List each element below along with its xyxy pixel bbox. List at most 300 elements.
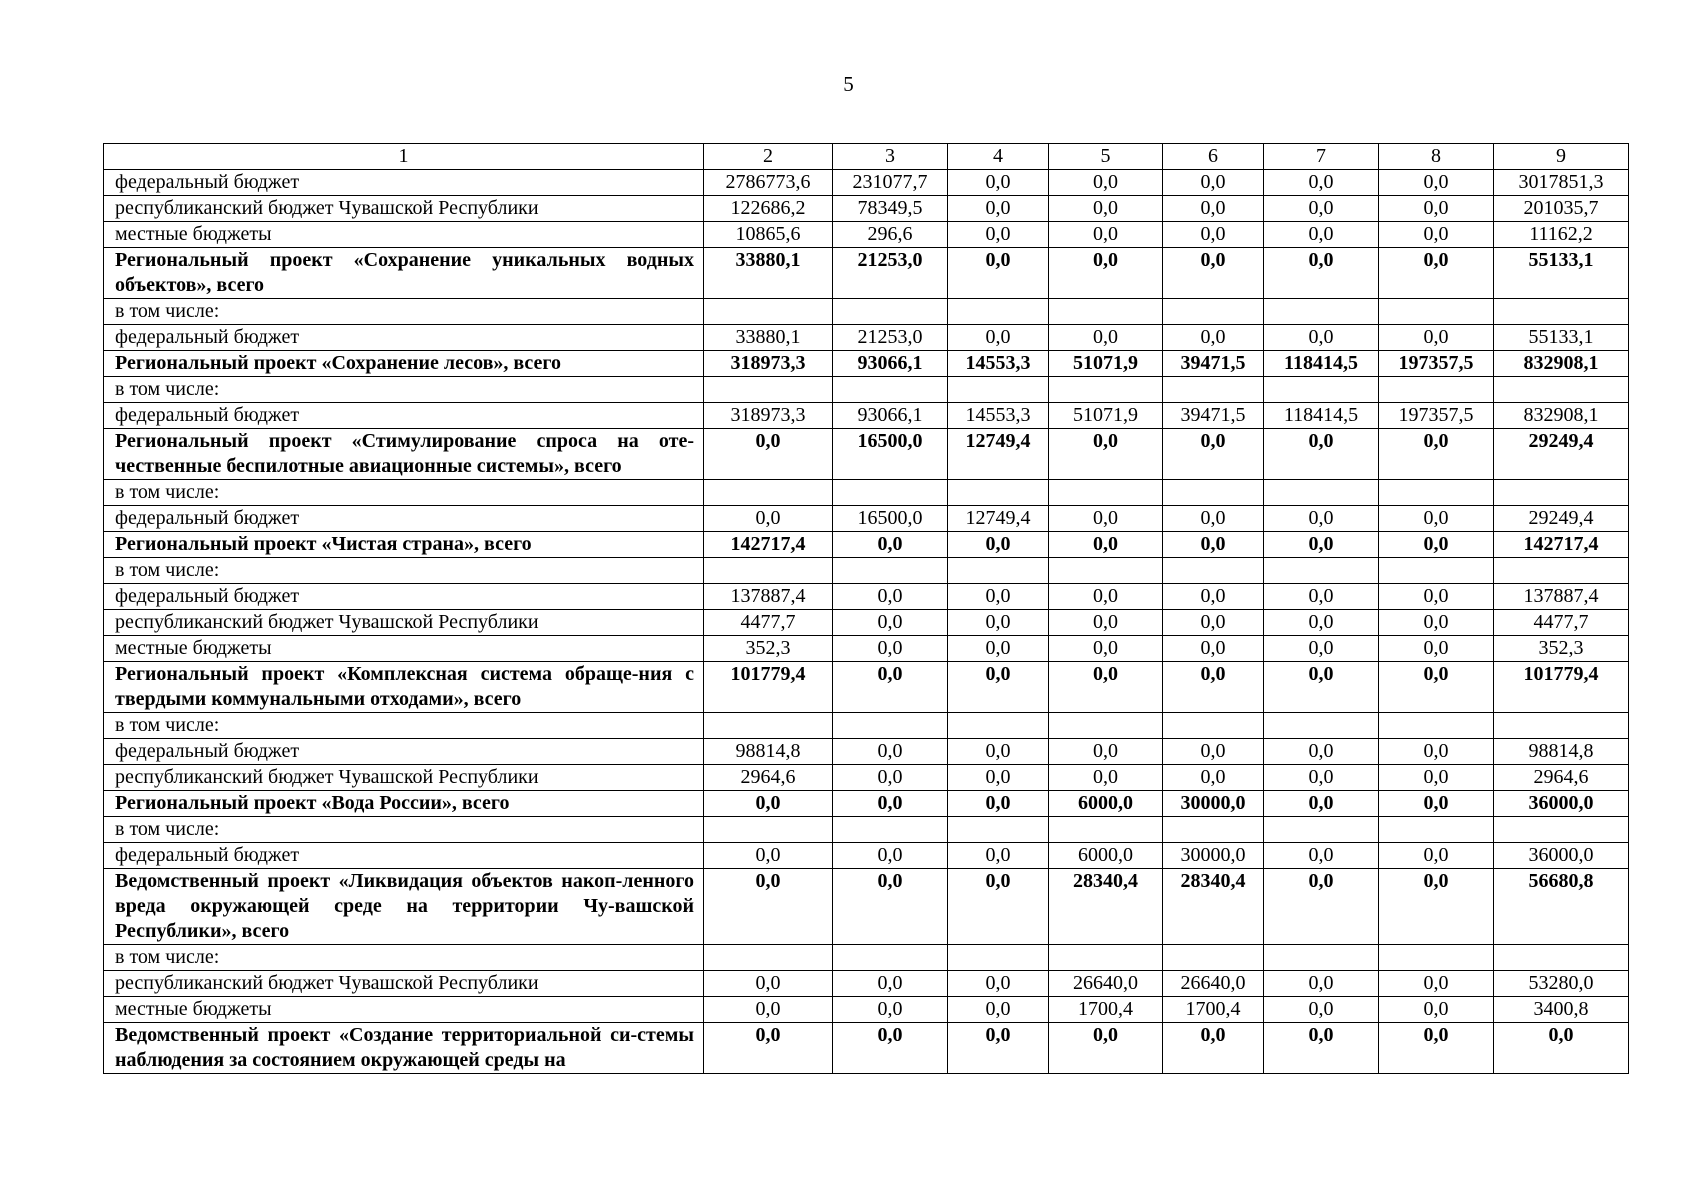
value-cell-col8 — [1379, 299, 1494, 325]
value-cell-col6: 28340,4 — [1163, 869, 1264, 945]
value-cell-col7: 0,0 — [1264, 1023, 1379, 1074]
value-cell-col3: 21253,0 — [833, 325, 948, 351]
value-cell-col6: 30000,0 — [1163, 791, 1264, 817]
value-cell-col6 — [1163, 558, 1264, 584]
value-cell-col4 — [948, 480, 1049, 506]
header-cell: 9 — [1494, 144, 1629, 170]
budget-source-cell: в том числе: — [104, 945, 704, 971]
budget-source-cell: в том числе: — [104, 558, 704, 584]
value-cell-col4 — [948, 945, 1049, 971]
table-row — [104, 945, 1629, 971]
value-cell-col6 — [1163, 817, 1264, 843]
value-cell-col6: 0,0 — [1163, 325, 1264, 351]
value-cell-col8: 0,0 — [1379, 248, 1494, 299]
value-cell-col4: 0,0 — [948, 170, 1049, 196]
table-row — [104, 584, 1629, 610]
value-cell-col4: 0,0 — [948, 843, 1049, 869]
value-cell-col4: 0,0 — [948, 1023, 1049, 1074]
budget-table — [103, 143, 1629, 1074]
value-cell-col2 — [704, 299, 833, 325]
value-cell-col5: 0,0 — [1049, 170, 1163, 196]
value-cell-col6: 0,0 — [1163, 506, 1264, 532]
value-cell-col9: 29249,4 — [1494, 429, 1629, 480]
value-cell-col3: 0,0 — [833, 610, 948, 636]
header-cell: 8 — [1379, 144, 1494, 170]
value-cell-col4: 0,0 — [948, 532, 1049, 558]
value-cell-col9: 11162,2 — [1494, 222, 1629, 248]
value-cell-col2 — [704, 817, 833, 843]
value-cell-col9: 101779,4 — [1494, 662, 1629, 713]
value-cell-col4: 0,0 — [948, 997, 1049, 1023]
budget-source-cell: местные бюджеты — [104, 636, 704, 662]
value-cell-col3 — [833, 558, 948, 584]
value-cell-col4 — [948, 377, 1049, 403]
value-cell-col8: 0,0 — [1379, 971, 1494, 997]
value-cell-col3: 296,6 — [833, 222, 948, 248]
value-cell-col3 — [833, 945, 948, 971]
value-cell-col6 — [1163, 377, 1264, 403]
value-cell-col5: 51071,9 — [1049, 351, 1163, 377]
value-cell-col3: 0,0 — [833, 662, 948, 713]
value-cell-col8: 0,0 — [1379, 170, 1494, 196]
value-cell-col3: 0,0 — [833, 765, 948, 791]
value-cell-col5: 0,0 — [1049, 325, 1163, 351]
budget-source-cell: федеральный бюджет — [104, 843, 704, 869]
value-cell-col2 — [704, 377, 833, 403]
value-cell-col4: 0,0 — [948, 739, 1049, 765]
table-body — [104, 144, 1629, 1074]
value-cell-col3 — [833, 713, 948, 739]
value-cell-col5: 1700,4 — [1049, 997, 1163, 1023]
table-row — [104, 480, 1629, 506]
value-cell-col7 — [1264, 713, 1379, 739]
value-cell-col9: 142717,4 — [1494, 532, 1629, 558]
project-name-cell: Региональный проект «Сохранение лесов», всего — [104, 351, 704, 377]
value-cell-col2: 0,0 — [704, 429, 833, 480]
value-cell-col6 — [1163, 480, 1264, 506]
header-cell: 5 — [1049, 144, 1163, 170]
value-cell-col5: 0,0 — [1049, 196, 1163, 222]
value-cell-col3: 0,0 — [833, 636, 948, 662]
value-cell-col9: 4477,7 — [1494, 610, 1629, 636]
value-cell-col6: 0,0 — [1163, 1023, 1264, 1074]
value-cell-col5 — [1049, 945, 1163, 971]
project-name-cell: Региональный проект «Комплексная система обраще-ния с твердыми коммунальными отходами», всего — [104, 662, 704, 713]
value-cell-col8: 0,0 — [1379, 325, 1494, 351]
value-cell-col5: 0,0 — [1049, 636, 1163, 662]
value-cell-col6: 0,0 — [1163, 248, 1264, 299]
value-cell-col6: 0,0 — [1163, 739, 1264, 765]
value-cell-col5: 6000,0 — [1049, 843, 1163, 869]
value-cell-col9 — [1494, 945, 1629, 971]
value-cell-col5: 0,0 — [1049, 739, 1163, 765]
header-cell: 1 — [104, 144, 704, 170]
value-cell-col5: 0,0 — [1049, 765, 1163, 791]
value-cell-col7: 0,0 — [1264, 997, 1379, 1023]
value-cell-col2 — [704, 713, 833, 739]
budget-source-cell: республиканский бюджет Чувашской Республики — [104, 765, 704, 791]
value-cell-col5: 0,0 — [1049, 662, 1163, 713]
value-cell-col2: 10865,6 — [704, 222, 833, 248]
value-cell-col5: 6000,0 — [1049, 791, 1163, 817]
value-cell-col7: 118414,5 — [1264, 351, 1379, 377]
value-cell-col6: 0,0 — [1163, 222, 1264, 248]
table-row — [104, 610, 1629, 636]
table-row — [104, 765, 1629, 791]
header-cell: 4 — [948, 144, 1049, 170]
value-cell-col8: 0,0 — [1379, 610, 1494, 636]
value-cell-col9: 36000,0 — [1494, 843, 1629, 869]
budget-source-cell: в том числе: — [104, 817, 704, 843]
budget-source-cell: в том числе: — [104, 480, 704, 506]
value-cell-col9 — [1494, 558, 1629, 584]
value-cell-col2: 101779,4 — [704, 662, 833, 713]
value-cell-col4: 0,0 — [948, 610, 1049, 636]
value-cell-col6: 0,0 — [1163, 765, 1264, 791]
value-cell-col9 — [1494, 713, 1629, 739]
value-cell-col8: 0,0 — [1379, 196, 1494, 222]
value-cell-col5 — [1049, 817, 1163, 843]
value-cell-col9: 201035,7 — [1494, 196, 1629, 222]
table-row — [104, 817, 1629, 843]
value-cell-col2: 4477,7 — [704, 610, 833, 636]
value-cell-col4: 0,0 — [948, 584, 1049, 610]
value-cell-col7: 0,0 — [1264, 170, 1379, 196]
project-total-row — [104, 869, 1629, 945]
value-cell-col9: 137887,4 — [1494, 584, 1629, 610]
project-total-row — [104, 662, 1629, 713]
value-cell-col5: 0,0 — [1049, 429, 1163, 480]
value-cell-col7 — [1264, 377, 1379, 403]
budget-source-cell: федеральный бюджет — [104, 739, 704, 765]
value-cell-col8: 0,0 — [1379, 662, 1494, 713]
value-cell-col8: 0,0 — [1379, 1023, 1494, 1074]
value-cell-col8 — [1379, 558, 1494, 584]
value-cell-col3: 0,0 — [833, 532, 948, 558]
value-cell-col4: 0,0 — [948, 222, 1049, 248]
page-number: 5 — [843, 72, 854, 96]
budget-source-cell: в том числе: — [104, 377, 704, 403]
value-cell-col2: 0,0 — [704, 869, 833, 945]
project-total-row — [104, 1023, 1629, 1074]
value-cell-col2: 0,0 — [704, 997, 833, 1023]
value-cell-col8: 0,0 — [1379, 739, 1494, 765]
value-cell-col8: 0,0 — [1379, 222, 1494, 248]
value-cell-col9: 56680,8 — [1494, 869, 1629, 945]
value-cell-col6: 0,0 — [1163, 532, 1264, 558]
value-cell-col6 — [1163, 713, 1264, 739]
table-row — [104, 299, 1629, 325]
value-cell-col2: 2786773,6 — [704, 170, 833, 196]
value-cell-col2: 33880,1 — [704, 248, 833, 299]
value-cell-col2: 318973,3 — [704, 403, 833, 429]
value-cell-col7: 118414,5 — [1264, 403, 1379, 429]
value-cell-col7: 0,0 — [1264, 429, 1379, 480]
value-cell-col2: 33880,1 — [704, 325, 833, 351]
value-cell-col2: 137887,4 — [704, 584, 833, 610]
value-cell-col3 — [833, 377, 948, 403]
value-cell-col5: 0,0 — [1049, 532, 1163, 558]
value-cell-col5: 0,0 — [1049, 1023, 1163, 1074]
value-cell-col5: 0,0 — [1049, 506, 1163, 532]
value-cell-col3: 21253,0 — [833, 248, 948, 299]
value-cell-col2: 0,0 — [704, 791, 833, 817]
value-cell-col2: 2964,6 — [704, 765, 833, 791]
value-cell-col9: 0,0 — [1494, 1023, 1629, 1074]
value-cell-col3: 93066,1 — [833, 351, 948, 377]
value-cell-col9 — [1494, 377, 1629, 403]
value-cell-col4: 0,0 — [948, 662, 1049, 713]
value-cell-col7: 0,0 — [1264, 506, 1379, 532]
table-row — [104, 506, 1629, 532]
value-cell-col4: 12749,4 — [948, 429, 1049, 480]
budget-source-cell: федеральный бюджет — [104, 403, 704, 429]
table-row — [104, 377, 1629, 403]
value-cell-col2 — [704, 558, 833, 584]
table-row — [104, 222, 1629, 248]
value-cell-col4 — [948, 558, 1049, 584]
value-cell-col7: 0,0 — [1264, 610, 1379, 636]
value-cell-col6: 39471,5 — [1163, 351, 1264, 377]
budget-source-cell: федеральный бюджет — [104, 506, 704, 532]
value-cell-col9: 352,3 — [1494, 636, 1629, 662]
header-row — [104, 144, 1629, 170]
value-cell-col6: 1700,4 — [1163, 997, 1264, 1023]
value-cell-col3: 231077,7 — [833, 170, 948, 196]
table-row — [104, 403, 1629, 429]
value-cell-col9 — [1494, 299, 1629, 325]
value-cell-col2: 0,0 — [704, 1023, 833, 1074]
value-cell-col8 — [1379, 480, 1494, 506]
value-cell-col7: 0,0 — [1264, 843, 1379, 869]
value-cell-col9: 3017851,3 — [1494, 170, 1629, 196]
project-total-row — [104, 248, 1629, 299]
value-cell-col4: 0,0 — [948, 196, 1049, 222]
value-cell-col5: 0,0 — [1049, 248, 1163, 299]
budget-source-cell: в том числе: — [104, 299, 704, 325]
header-cell: 7 — [1264, 144, 1379, 170]
value-cell-col6: 30000,0 — [1163, 843, 1264, 869]
value-cell-col4: 14553,3 — [948, 351, 1049, 377]
value-cell-col2: 122686,2 — [704, 196, 833, 222]
table-row — [104, 997, 1629, 1023]
value-cell-col3: 0,0 — [833, 843, 948, 869]
value-cell-col8 — [1379, 713, 1494, 739]
budget-source-cell: федеральный бюджет — [104, 170, 704, 196]
project-name-cell: Региональный проект «Вода России», всего — [104, 791, 704, 817]
value-cell-col9: 832908,1 — [1494, 351, 1629, 377]
value-cell-col9: 55133,1 — [1494, 325, 1629, 351]
budget-source-cell: республиканский бюджет Чувашской Республики — [104, 196, 704, 222]
value-cell-col3: 16500,0 — [833, 429, 948, 480]
value-cell-col4: 12749,4 — [948, 506, 1049, 532]
value-cell-col7: 0,0 — [1264, 196, 1379, 222]
value-cell-col3: 16500,0 — [833, 506, 948, 532]
value-cell-col5: 51071,9 — [1049, 403, 1163, 429]
project-name-cell: Региональный проект «Чистая страна», всего — [104, 532, 704, 558]
value-cell-col3: 0,0 — [833, 584, 948, 610]
value-cell-col9 — [1494, 480, 1629, 506]
table-row — [104, 558, 1629, 584]
value-cell-col8: 0,0 — [1379, 636, 1494, 662]
table-row — [104, 713, 1629, 739]
value-cell-col8 — [1379, 377, 1494, 403]
value-cell-col6: 26640,0 — [1163, 971, 1264, 997]
value-cell-col2: 0,0 — [704, 843, 833, 869]
table-row — [104, 170, 1629, 196]
value-cell-col9: 3400,8 — [1494, 997, 1629, 1023]
value-cell-col6: 0,0 — [1163, 584, 1264, 610]
value-cell-col7: 0,0 — [1264, 791, 1379, 817]
value-cell-col8: 0,0 — [1379, 843, 1494, 869]
value-cell-col2: 98814,8 — [704, 739, 833, 765]
value-cell-col8: 197357,5 — [1379, 403, 1494, 429]
table-row — [104, 843, 1629, 869]
value-cell-col6: 39471,5 — [1163, 403, 1264, 429]
value-cell-col9: 2964,6 — [1494, 765, 1629, 791]
budget-source-cell: в том числе: — [104, 713, 704, 739]
value-cell-col9: 53280,0 — [1494, 971, 1629, 997]
value-cell-col4: 0,0 — [948, 869, 1049, 945]
value-cell-col8: 0,0 — [1379, 429, 1494, 480]
header-cell: 2 — [704, 144, 833, 170]
value-cell-col8: 0,0 — [1379, 506, 1494, 532]
value-cell-col7 — [1264, 480, 1379, 506]
value-cell-col6: 0,0 — [1163, 662, 1264, 713]
value-cell-col4 — [948, 299, 1049, 325]
value-cell-col2 — [704, 945, 833, 971]
value-cell-col5 — [1049, 558, 1163, 584]
budget-source-cell: местные бюджеты — [104, 222, 704, 248]
value-cell-col4: 0,0 — [948, 248, 1049, 299]
value-cell-col7: 0,0 — [1264, 222, 1379, 248]
table-row — [104, 196, 1629, 222]
value-cell-col4: 0,0 — [948, 636, 1049, 662]
value-cell-col7: 0,0 — [1264, 869, 1379, 945]
value-cell-col5: 26640,0 — [1049, 971, 1163, 997]
value-cell-col8: 0,0 — [1379, 869, 1494, 945]
value-cell-col8: 197357,5 — [1379, 351, 1494, 377]
value-cell-col7 — [1264, 558, 1379, 584]
project-total-row — [104, 532, 1629, 558]
value-cell-col8 — [1379, 945, 1494, 971]
project-name-cell: Ведомственный проект «Ликвидация объектов накоп-ленного вреда окружающей среде на территории Чу-вашской Республики», всего — [104, 869, 704, 945]
value-cell-col8: 0,0 — [1379, 532, 1494, 558]
value-cell-col3: 0,0 — [833, 791, 948, 817]
value-cell-col6: 0,0 — [1163, 636, 1264, 662]
value-cell-col4 — [948, 713, 1049, 739]
value-cell-col2: 0,0 — [704, 971, 833, 997]
value-cell-col6: 0,0 — [1163, 429, 1264, 480]
value-cell-col3: 0,0 — [833, 739, 948, 765]
value-cell-col8: 0,0 — [1379, 584, 1494, 610]
value-cell-col9: 98814,8 — [1494, 739, 1629, 765]
header-cell: 3 — [833, 144, 948, 170]
value-cell-col9: 29249,4 — [1494, 506, 1629, 532]
value-cell-col5: 28340,4 — [1049, 869, 1163, 945]
value-cell-col9: 36000,0 — [1494, 791, 1629, 817]
value-cell-col7: 0,0 — [1264, 532, 1379, 558]
value-cell-col5: 0,0 — [1049, 584, 1163, 610]
value-cell-col4: 0,0 — [948, 971, 1049, 997]
value-cell-col3 — [833, 817, 948, 843]
value-cell-col5 — [1049, 480, 1163, 506]
value-cell-col4: 14553,3 — [948, 403, 1049, 429]
value-cell-col7: 0,0 — [1264, 662, 1379, 713]
project-name-cell: Региональный проект «Сохранение уникальных водных объектов», всего — [104, 248, 704, 299]
value-cell-col5 — [1049, 713, 1163, 739]
project-total-row — [104, 791, 1629, 817]
project-name-cell: Ведомственный проект «Создание территориальной си-стемы наблюдения за состоянием окружающей среды на — [104, 1023, 704, 1074]
value-cell-col3: 0,0 — [833, 869, 948, 945]
table-row — [104, 971, 1629, 997]
value-cell-col6 — [1163, 299, 1264, 325]
value-cell-col5: 0,0 — [1049, 222, 1163, 248]
value-cell-col6: 0,0 — [1163, 196, 1264, 222]
budget-source-cell: местные бюджеты — [104, 997, 704, 1023]
value-cell-col4: 0,0 — [948, 325, 1049, 351]
value-cell-col9: 832908,1 — [1494, 403, 1629, 429]
budget-source-cell: федеральный бюджет — [104, 325, 704, 351]
value-cell-col5 — [1049, 377, 1163, 403]
value-cell-col7 — [1264, 299, 1379, 325]
budget-source-cell: республиканский бюджет Чувашской Республики — [104, 610, 704, 636]
value-cell-col8: 0,0 — [1379, 765, 1494, 791]
value-cell-col9 — [1494, 817, 1629, 843]
value-cell-col7: 0,0 — [1264, 584, 1379, 610]
value-cell-col9: 55133,1 — [1494, 248, 1629, 299]
value-cell-col3 — [833, 299, 948, 325]
value-cell-col7: 0,0 — [1264, 971, 1379, 997]
value-cell-col7: 0,0 — [1264, 739, 1379, 765]
value-cell-col6 — [1163, 945, 1264, 971]
value-cell-col4: 0,0 — [948, 765, 1049, 791]
value-cell-col3: 0,0 — [833, 997, 948, 1023]
table-row — [104, 325, 1629, 351]
value-cell-col8: 0,0 — [1379, 791, 1494, 817]
value-cell-col4 — [948, 817, 1049, 843]
value-cell-col3: 0,0 — [833, 971, 948, 997]
value-cell-col6: 0,0 — [1163, 610, 1264, 636]
value-cell-col7 — [1264, 945, 1379, 971]
table-row — [104, 739, 1629, 765]
value-cell-col3: 93066,1 — [833, 403, 948, 429]
value-cell-col7 — [1264, 817, 1379, 843]
value-cell-col5: 0,0 — [1049, 610, 1163, 636]
header-cell: 6 — [1163, 144, 1264, 170]
table-row — [104, 636, 1629, 662]
value-cell-col3 — [833, 480, 948, 506]
value-cell-col7: 0,0 — [1264, 248, 1379, 299]
value-cell-col2 — [704, 480, 833, 506]
value-cell-col5 — [1049, 299, 1163, 325]
value-cell-col3: 78349,5 — [833, 196, 948, 222]
value-cell-col2: 318973,3 — [704, 351, 833, 377]
project-name-cell: Региональный проект «Стимулирование спроса на оте-чественные беспилотные авиационные системы», всего — [104, 429, 704, 480]
value-cell-col7: 0,0 — [1264, 636, 1379, 662]
project-total-row — [104, 351, 1629, 377]
project-total-row — [104, 429, 1629, 480]
value-cell-col8: 0,0 — [1379, 997, 1494, 1023]
value-cell-col3: 0,0 — [833, 1023, 948, 1074]
budget-source-cell: федеральный бюджет — [104, 584, 704, 610]
budget-source-cell: республиканский бюджет Чувашской Республики — [104, 971, 704, 997]
value-cell-col6: 0,0 — [1163, 170, 1264, 196]
value-cell-col8 — [1379, 817, 1494, 843]
value-cell-col7: 0,0 — [1264, 765, 1379, 791]
value-cell-col2: 0,0 — [704, 506, 833, 532]
value-cell-col2: 352,3 — [704, 636, 833, 662]
